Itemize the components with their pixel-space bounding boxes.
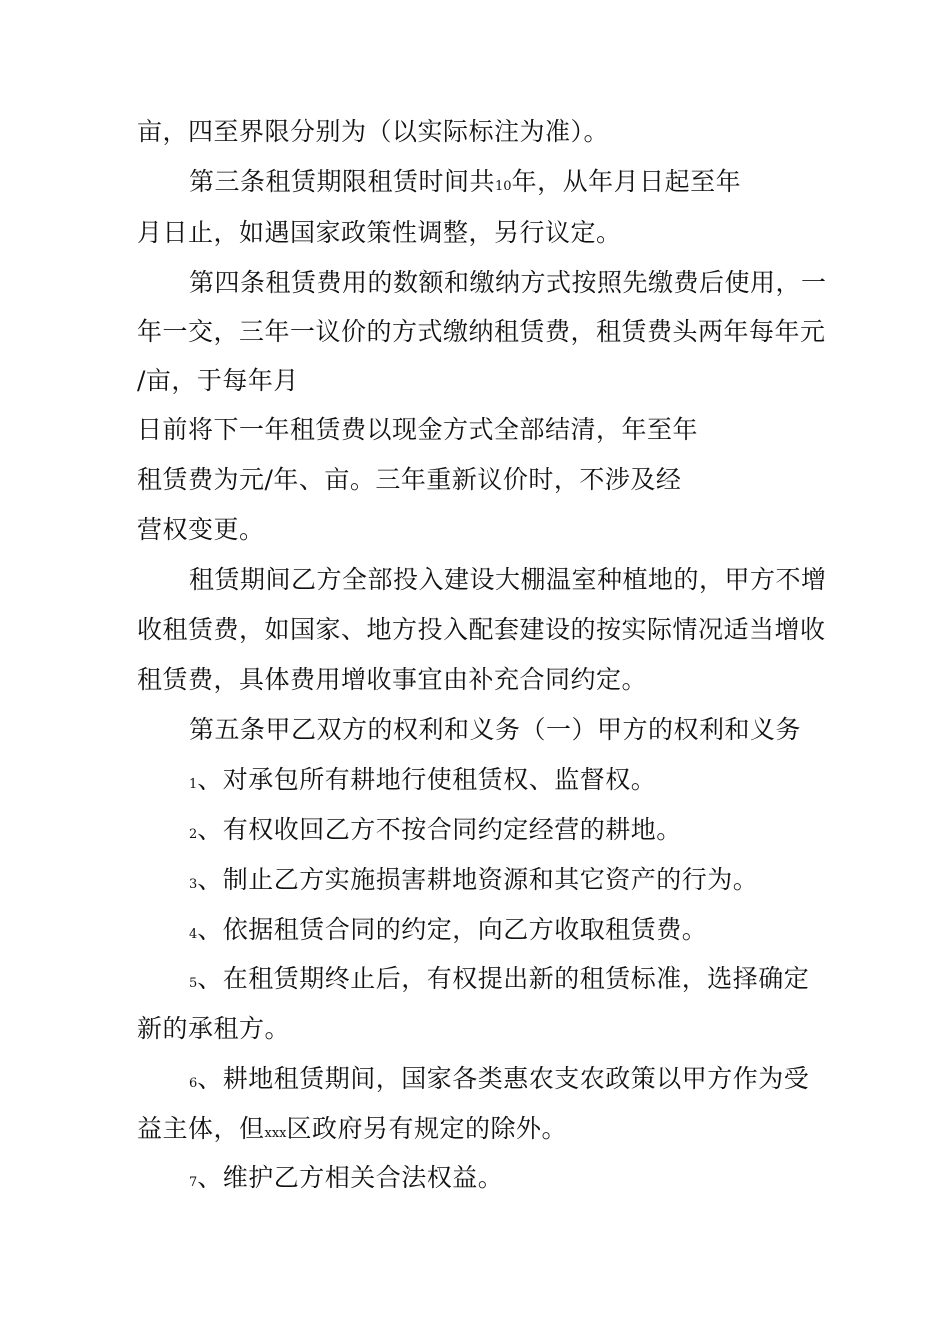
text-line: 营权变更。 (137, 515, 265, 544)
text-line: 亩，四至界限分别为（以实际标注为准）。 (137, 117, 610, 146)
list-item: 5、在租赁期终止后，有权提出新的租赁标准，选择确定 (189, 964, 810, 993)
text-line: 第三条租赁期限租赁时间共10年，从年月日起至年 (189, 167, 742, 196)
text-line: 新的承租方。 (137, 1014, 291, 1043)
list-item: 7、维护乙方相关合法权益。 (189, 1163, 504, 1192)
text-line: 第四条租赁费用的数额和缴纳方式按照先缴费后使用，一 (189, 268, 827, 297)
text-line: 日前将下一年租赁费以现金方式全部结清，年至年 (137, 415, 699, 444)
text-line: 租赁期间乙方全部投入建设大棚温室种植地的，甲方不增 (189, 565, 827, 594)
list-item: 1、对承包所有耕地行使租赁权、监督权。 (189, 765, 657, 794)
text-line: 第五条甲乙双方的权利和义务（一）甲方的权利和义务 (189, 715, 802, 744)
text-line: /亩，于每年月 (137, 366, 299, 395)
text-line: 收租赁费，如国家、地方投入配套建设的按实际情况适当增收 (137, 615, 826, 644)
list-item: 2、有权收回乙方不按合同约定经营的耕地。 (189, 815, 682, 844)
text-line: 租赁费为元/年、亩。三年重新议价时，不涉及经 (137, 465, 682, 494)
text-line: 租赁费，具体费用增收事宜由补充合同约定。 (137, 665, 648, 694)
list-item: 3、制止乙方实施损害耕地资源和其它资产的行为。 (189, 865, 759, 894)
text-line: 益主体，但xxx区政府另有规定的除外。 (137, 1114, 568, 1143)
text-line: 月日止，如遇国家政策性调整，另行议定。 (137, 218, 622, 247)
list-item: 4、依据租赁合同的约定，向乙方收取租赁费。 (189, 915, 708, 944)
list-item: 6、耕地租赁期间，国家各类惠农支农政策以甲方作为受 (189, 1064, 810, 1093)
text-line: 年一交，三年一议价的方式缴纳租赁费，租赁费头两年每年元 (137, 317, 826, 346)
